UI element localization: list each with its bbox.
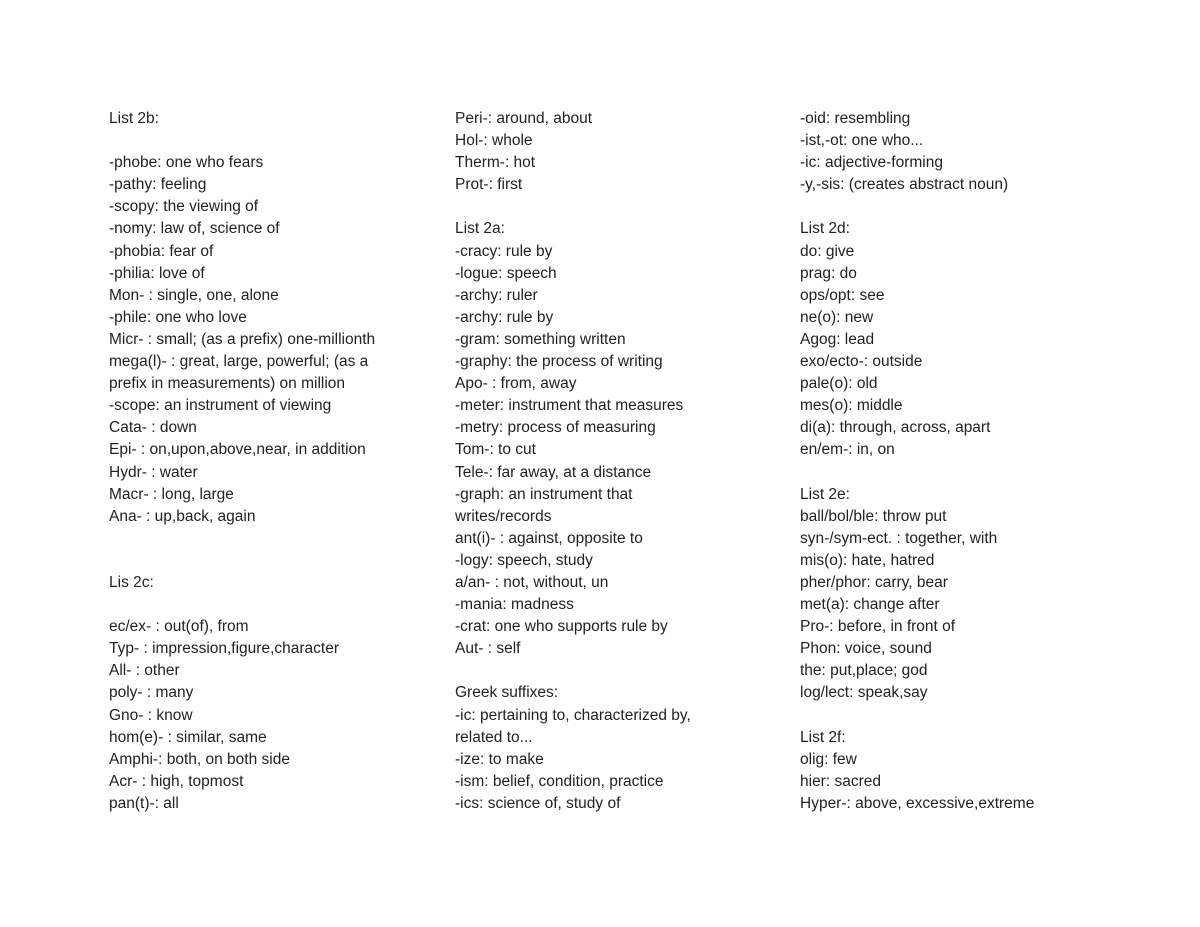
blank-line <box>455 196 785 218</box>
text-line: Hydr- : water <box>109 463 198 481</box>
text-line: poly- : many <box>109 684 194 702</box>
text-line: Tele-: far away, at a distance <box>455 463 652 481</box>
text-line: met(a): change after <box>800 596 940 614</box>
text-line: -crat: one who supports rule by <box>455 618 668 636</box>
text-line: -graph: an instrument that <box>455 485 633 503</box>
text-line: Acr- : high, topmost <box>109 772 244 790</box>
text-line: pale(o): old <box>800 375 878 393</box>
column-3 <box>800 108 1130 815</box>
text-line: -ics: science of, study of <box>455 794 621 812</box>
text-line: Ana- : up,back, again <box>109 507 256 525</box>
text-line: All- : other <box>109 662 180 680</box>
text-line: ec/ex- : out(of), from <box>109 618 249 636</box>
text-line: -ize: to make <box>455 750 544 768</box>
text-line: -oid: resembling <box>800 110 911 127</box>
text-line: Phon: voice, sound <box>800 640 932 658</box>
text-line: Prot-: first <box>455 176 523 194</box>
text-line: syn-/sym-ect. : together, with <box>800 529 998 547</box>
blank-line <box>455 660 785 682</box>
text-line: -metry: process of measuring <box>455 419 656 437</box>
text-line: -ic: pertaining to, characterized by, <box>455 706 691 724</box>
text-line: List 2f: <box>800 728 846 746</box>
text-line: -meter: instrument that measures <box>455 397 684 415</box>
text-line: -ic: adjective-forming <box>800 154 943 172</box>
text-line: ball/bol/ble: throw put <box>800 507 947 525</box>
text-line: -nomy: law of, science of <box>109 220 280 238</box>
text-line: Lis 2c: <box>109 573 154 591</box>
text-line: Therm-: hot <box>455 154 536 172</box>
text-line: a/an- : not, without, un <box>455 573 609 591</box>
text-line: List 2b: <box>109 110 159 127</box>
text-line: hier: sacred <box>800 772 881 790</box>
text-line: -gram: something written <box>455 330 626 348</box>
text-line: -phobia: fear of <box>109 242 214 260</box>
text-line: Tom-: to cut <box>455 441 536 459</box>
blank-line <box>800 705 1130 727</box>
text-line: -archy: rule by <box>455 308 554 326</box>
text-line: prefix in measurements) on million <box>109 375 346 393</box>
text-line: Hyper-: above, excessive,extreme <box>800 794 1035 812</box>
text-line: -mania: madness <box>455 596 574 614</box>
text-line: List 2d: <box>800 220 850 238</box>
text-line: writes/records <box>455 507 552 525</box>
blank-line <box>109 528 439 550</box>
text-line: Macr- : long, large <box>109 485 234 503</box>
text-line: ant(i)- : against, opposite to <box>455 529 643 547</box>
text-line: Peri-: around, about <box>455 110 593 127</box>
text-line: mes(o): middle <box>800 397 903 415</box>
text-line: mega(l)- : great, large, powerful; (as a <box>109 353 369 371</box>
blank-line <box>800 462 1130 484</box>
text-line: Hol-: whole <box>455 132 533 150</box>
text-line: List 2a: <box>455 220 505 238</box>
text-line: Gno- : know <box>109 706 193 724</box>
text-line: Pro-: before, in front of <box>800 618 956 636</box>
text-line: olig: few <box>800 750 857 768</box>
text-line: Agog: lead <box>800 330 875 348</box>
text-line: hom(e)- : similar, same <box>109 728 267 746</box>
text-line: Greek suffixes: <box>455 684 559 702</box>
text-line: -scope: an instrument of viewing <box>109 397 332 415</box>
text-line: -graphy: the process of writing <box>455 353 663 371</box>
text-line: -philia: love of <box>109 264 205 282</box>
text-line: prag: do <box>800 264 857 282</box>
text-line: -ist,-ot: one who... <box>800 132 924 150</box>
blank-line <box>109 550 439 572</box>
text-line: en/em-: in, on <box>800 441 895 459</box>
text-line: -logy: speech, study <box>455 551 593 569</box>
text-line: -pathy: feeling <box>109 176 207 194</box>
text-line: di(a): through, across, apart <box>800 419 991 437</box>
text-line: ops/opt: see <box>800 286 885 304</box>
column-1 <box>109 108 439 815</box>
text-line: -archy: ruler <box>455 286 538 304</box>
text-line: -logue: speech <box>455 264 557 282</box>
text-line: log/lect: speak,say <box>800 684 928 702</box>
column-2 <box>455 108 785 815</box>
blank-line <box>800 196 1130 218</box>
text-line: pan(t)-: all <box>109 794 179 812</box>
text-line: Aut- : self <box>455 640 521 658</box>
text-line: -phobe: one who fears <box>109 154 264 172</box>
text-line: Typ- : impression,figure,character <box>109 640 340 658</box>
text-line: mis(o): hate, hatred <box>800 551 935 569</box>
text-line: -cracy: rule by <box>455 242 553 260</box>
text-line: -ism: belief, condition, practice <box>455 772 664 790</box>
blank-line <box>109 594 439 616</box>
text-line: the: put,place; god <box>800 662 928 680</box>
text-line: -phile: one who love <box>109 308 247 326</box>
text-line: do: give <box>800 242 855 260</box>
text-line: related to... <box>455 728 533 746</box>
text-line: -y,-sis: (creates abstract noun) <box>800 176 1009 194</box>
text-line: Apo- : from, away <box>455 375 577 393</box>
blank-line <box>109 130 439 152</box>
text-line: exo/ecto-: outside <box>800 353 923 371</box>
text-line: Cata- : down <box>109 419 197 437</box>
text-line: Micr- : small; (as a prefix) one-millionth <box>109 330 376 348</box>
text-line: ne(o): new <box>800 308 874 326</box>
text-line: List 2e: <box>800 485 850 503</box>
text-line: pher/phor: carry, bear <box>800 573 948 591</box>
text-line: Amphi-: both, on both side <box>109 750 290 768</box>
text-line: Mon- : single, one, alone <box>109 286 279 304</box>
text-line: -scopy: the viewing of <box>109 198 259 216</box>
text-line: Epi- : on,upon,above,near, in addition <box>109 441 366 459</box>
